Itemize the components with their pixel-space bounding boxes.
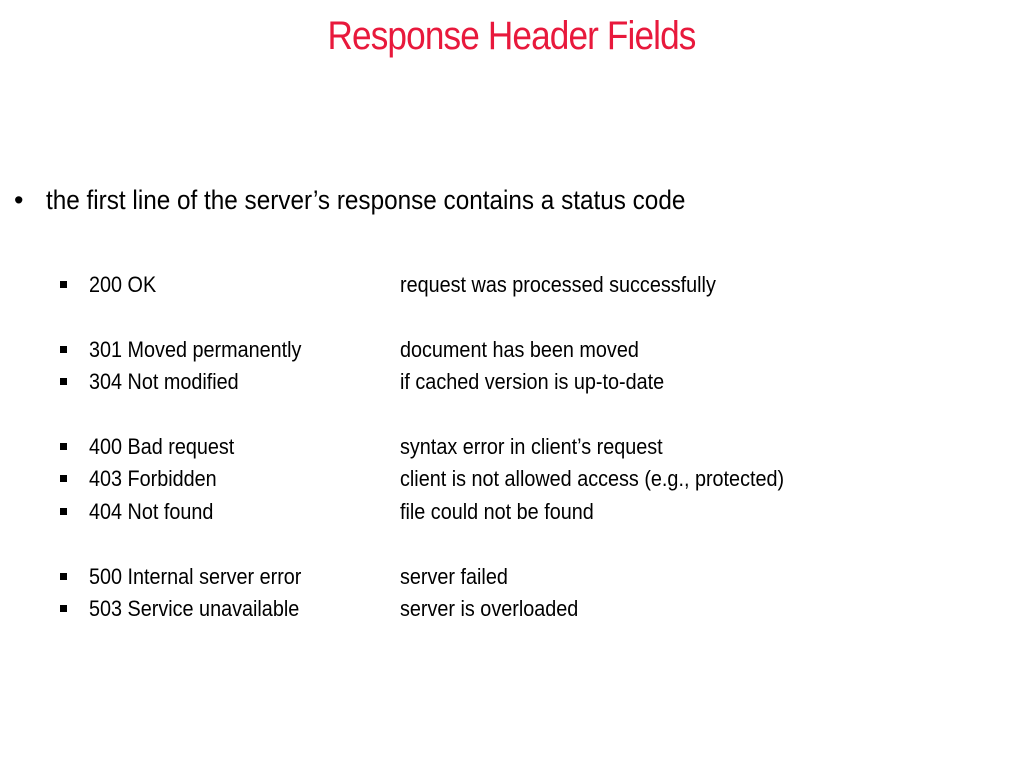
- status-description: document has been moved: [400, 337, 639, 362]
- square-bullet-icon: [60, 475, 67, 482]
- square-bullet-icon: [60, 573, 67, 580]
- status-description: request was processed successfully: [400, 272, 716, 297]
- bullet-text: the first line of the server’s response contains a status code: [46, 185, 686, 215]
- status-description: client is not allowed access (e.g., protected): [400, 466, 785, 491]
- bullet-dot-icon: •: [14, 185, 24, 215]
- status-code: 400 Bad request: [89, 434, 235, 459]
- status-code: 500 Internal server error: [89, 564, 302, 589]
- square-bullet-icon: [60, 605, 67, 612]
- status-code: 403 Forbidden: [89, 466, 217, 491]
- square-bullet-icon: [60, 281, 67, 288]
- status-description: server failed: [400, 564, 508, 589]
- status-code: 200 OK: [89, 272, 157, 297]
- status-description: server is overloaded: [400, 596, 579, 621]
- status-code: 301 Moved permanently: [89, 337, 302, 362]
- square-bullet-icon: [60, 346, 67, 353]
- status-description: file could not be found: [400, 499, 594, 524]
- square-bullet-icon: [60, 508, 67, 515]
- main-bullet: [14, 185, 756, 216]
- slide-title: Response Header Fields: [327, 14, 696, 58]
- status-description: syntax error in client’s request: [400, 434, 663, 459]
- status-code: 404 Not found: [89, 499, 214, 524]
- status-description: if cached version is up-to-date: [400, 369, 665, 394]
- status-code: 304 Not modified: [89, 369, 239, 394]
- status-code: 503 Service unavailable: [89, 596, 300, 621]
- square-bullet-icon: [60, 378, 67, 385]
- square-bullet-icon: [60, 443, 67, 450]
